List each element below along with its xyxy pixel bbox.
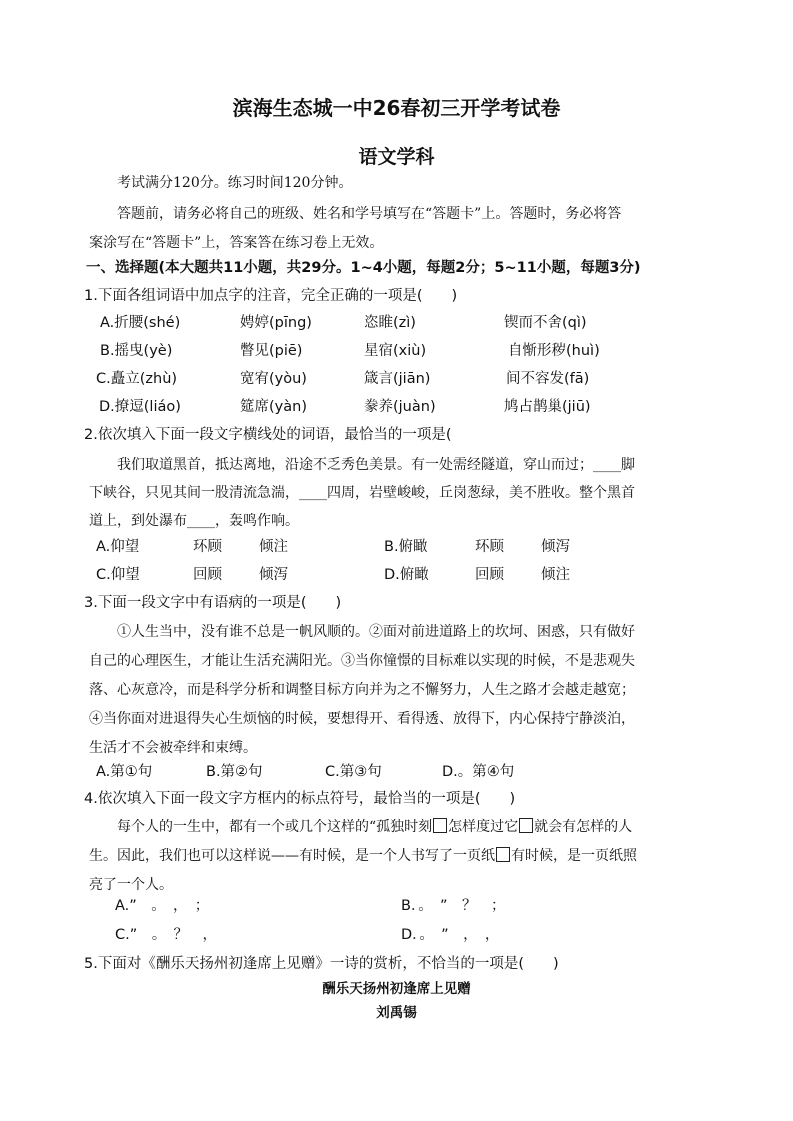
subject-title: 语文学科 xyxy=(358,146,435,168)
q2-opt-b-3: 倾泻 xyxy=(541,539,570,555)
q1-row-d-3: 豢养(juàn) xyxy=(364,399,436,415)
q3-passage-4: ④当你面对进退得失心生烦恼的时候，要想得开、看得透、放得下，内心保持宁静淡泊， xyxy=(89,711,635,727)
q1-row-b-2: 瞥见(piē) xyxy=(240,343,303,359)
section-heading: 一、选择题(本大题共11小题，共29分。1~4小题，每题2分；5~11小题，每题3分) xyxy=(86,260,641,276)
q4-opt-c: C.” 。 ？ ， xyxy=(115,927,217,943)
q2-opt-b-2: 环顾 xyxy=(475,539,504,555)
q3-passage-3: 落、心灰意冷，而是科学分析和调整目标方向并为之不懈努力，人生之路才会越走越宽； xyxy=(89,682,635,698)
note-line-1: 考试满分120分。练习时间120分钟。 xyxy=(117,175,353,191)
q1-row-b-4: 自惭形秽(huì) xyxy=(508,343,600,359)
q2-stem: 2.依次填入下面一段文字横线处的词语，最恰当的一项是( xyxy=(84,427,452,443)
q4-passage-1 xyxy=(117,817,632,837)
poem-author: 刘禹锡 xyxy=(376,1005,417,1021)
q1-row-a-2: 娉婷(pīng) xyxy=(240,315,312,331)
q4-text: 怎样度过它 xyxy=(448,819,519,835)
q1-row-a-3: 恣睢(zì) xyxy=(364,315,416,331)
poem-title: 酬乐天扬州初逢席上见赠 xyxy=(322,981,471,997)
q2-opt-c-1: C.仰望 xyxy=(96,567,140,583)
q1-row-c-2: 宽宥(yòu) xyxy=(240,371,307,387)
q3-opt-c: C.第③句 xyxy=(325,764,382,780)
q4-opt-b: B．。 ” ？ ； xyxy=(401,898,506,914)
q3-opt-d: D.。第④句 xyxy=(442,764,515,780)
q3-passage-1: ①人生当中，没有谁不总是一帆风顺的。②面对前进道路上的坎坷、困惑，只有做好 xyxy=(117,624,635,640)
q2-passage-2: 下峡谷，只见其间一股清流急湍，____四周，岩壁峻峻，丘岗葱绿，美不胜收。整个黑首 xyxy=(89,485,635,501)
q4-opt-d: D．。 ” ， ， xyxy=(401,927,500,943)
q1-row-a-1: A.折腰(shé) xyxy=(100,315,181,331)
q2-opt-a-3: 倾注 xyxy=(259,539,288,555)
exam-title: 滨海生态城一中26春初三开学考试卷 xyxy=(232,96,561,120)
q2-passage-3: 道上，到处瀑布____，轰鸣作响。 xyxy=(89,513,299,529)
q1-row-b-3: 星宿(xiù) xyxy=(364,343,427,359)
q3-stem: 3.下面一段文字中有语病的一项是( ) xyxy=(84,595,342,611)
q3-passage-2: 自己的心理医生，才能让生活充满阳光。③当你憧憬的目标难以实现的时候，不是悲观失 xyxy=(89,653,635,669)
q1-stem: 1.下面各组词语中加点字的注音，完全正确的一项是( ) xyxy=(84,288,458,304)
note-line-3: 案涂写在“答题卡”上，答案答在练习卷上无效。 xyxy=(89,235,384,251)
q1-row-b-1: B.摇曳(yè) xyxy=(100,343,173,359)
punctuation-box xyxy=(433,818,447,833)
q1-row-d-1: D.撩逗(liáo) xyxy=(99,399,181,415)
q2-opt-c-2: 回顾 xyxy=(193,567,222,583)
q3-opt-b: B.第②句 xyxy=(206,764,263,780)
q1-row-c-3: 箴言(jiān) xyxy=(364,371,431,387)
q2-opt-a-1: A.仰望 xyxy=(96,539,140,555)
q4-opt-a: A.” 。 ， ； xyxy=(115,898,210,914)
q1-row-d-2: 筵席(yàn) xyxy=(240,399,307,415)
q2-opt-a-2: 环顾 xyxy=(193,539,222,555)
q4-text: 就会有怎样的人 xyxy=(534,819,633,835)
q1-row-a-4: 锲而不舍(qì) xyxy=(504,315,587,331)
q2-passage-1: 我们取道黑首，抵达离地，沿途不乏秀色美景。有一处需经隧道，穿山而过；____脚 xyxy=(117,457,635,473)
punctuation-box xyxy=(496,847,510,862)
q2-opt-b-1: B.俯瞰 xyxy=(384,539,428,555)
punctuation-box xyxy=(519,818,533,833)
q2-opt-d-3: 倾注 xyxy=(541,567,570,583)
note-line-2: 答题前，请务必将自己的班级、姓名和学号填写在“答题卡”上。答题时，务必将答 xyxy=(117,206,622,222)
q2-opt-c-3: 倾泻 xyxy=(259,567,288,583)
q4-text: 生。因此，我们也可以这样说——有时候，是一个人书写了一页纸 xyxy=(89,848,495,864)
q4-stem: 4.依次填入下面一段文字方框内的标点符号，最恰当的一项是( ) xyxy=(84,791,516,807)
q3-passage-5: 生活才不会被牵绊和束缚。 xyxy=(89,740,257,756)
q4-text: 有时候，是一页纸照 xyxy=(511,848,637,864)
q1-row-c-4: 间不容发(fā) xyxy=(506,371,590,387)
q4-passage-2 xyxy=(89,846,637,866)
q4-text: 每个人的一生中，都有一个或几个这样的“孤独时刻 xyxy=(117,819,433,835)
q3-opt-a: A.第①句 xyxy=(96,764,153,780)
q5-stem: 5.下面对《酬乐天扬州初逢席上见赠》一诗的赏析，不恰当的一项是( ) xyxy=(84,956,559,972)
q2-opt-d-2: 回顾 xyxy=(475,567,504,583)
q1-row-c-1: C.矗立(zhù) xyxy=(96,371,178,387)
q1-row-d-4: 鸠占鹊巢(jiū) xyxy=(504,399,591,415)
q4-passage-3: 亮了一个人。 xyxy=(89,877,173,893)
q2-opt-d-1: D.俯瞰 xyxy=(384,567,429,583)
